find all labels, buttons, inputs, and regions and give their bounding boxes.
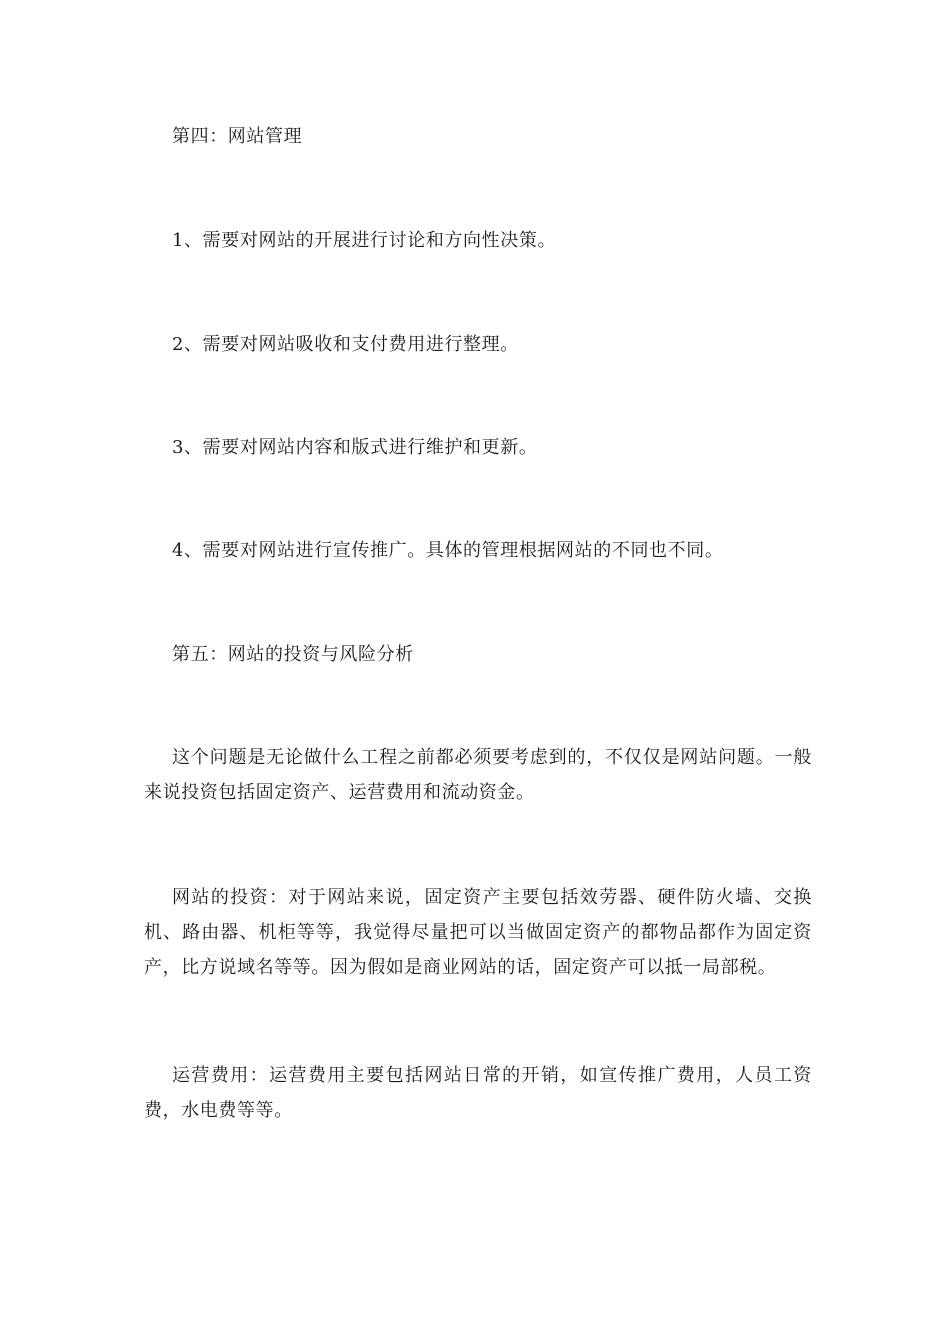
list-item: 3、需要对网站内容和版式进行维护和更新。 (172, 437, 538, 458)
paragraph-intro: 这个问题是无论做什么工程之前都必须要考虑到的，不仅仅是网站问题。一般来说投资包括固定资产、运营费用和流动资金。 (144, 747, 812, 803)
section-5-heading: 第五：网站的投资与风险分析 (172, 644, 414, 665)
section-4-heading: 第四：网站管理 (172, 126, 303, 147)
list-item: 2、需要对网站吸收和支付费用进行整理。 (172, 334, 519, 355)
list-item: 4、需要对网站进行宣传推广。具体的管理根据网站的不同也不同。 (172, 540, 724, 561)
paragraph-operating-costs: 运营费用：运营费用主要包括网站日常的开销，如宣传推广费用，人员工资费，水电费等等。 (144, 1065, 812, 1121)
paragraph-investment: 网站的投资：对于网站来说，固定资产主要包括效劳器、硬件防火墙、交换机、路由器、机柜等等，我觉得尽量把可以当做固定资产的都物品都作为固定资产，比方说域名等等。因为假如是商业网站的话，固定资产可以抵一局部税。 (144, 887, 812, 978)
list-item: 1、需要对网站的开展进行讨论和方向性决策。 (172, 230, 557, 251)
